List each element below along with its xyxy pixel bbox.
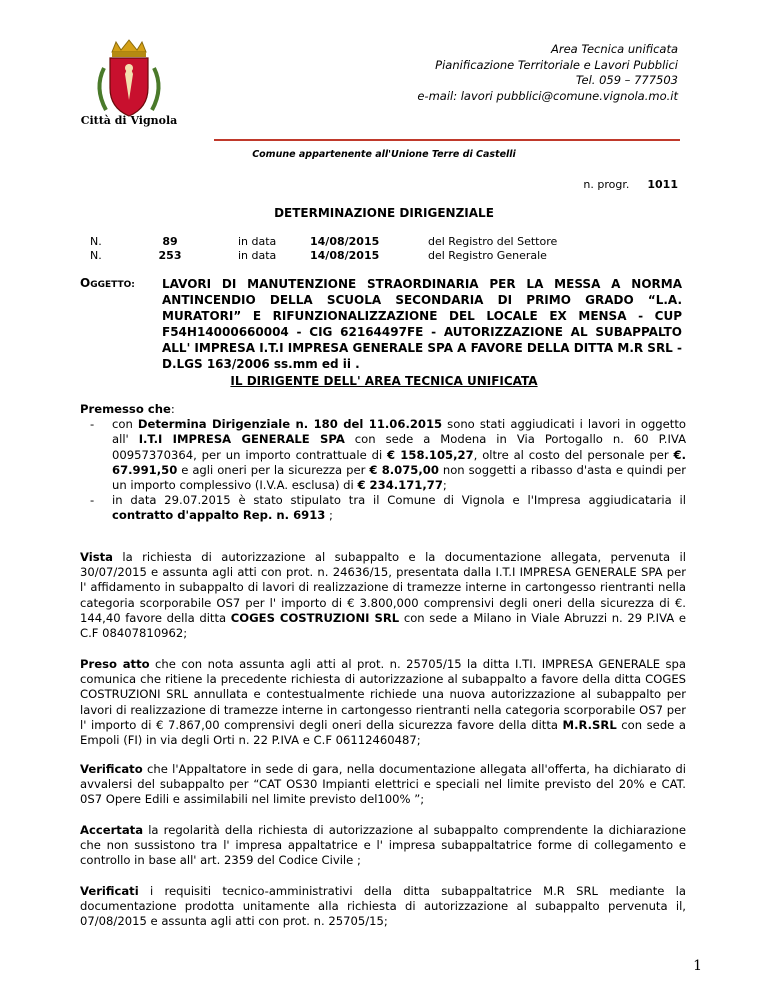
accertata-paragraph: [80, 823, 686, 869]
text-run: COGES COSTRUZIONI SRL: [230, 610, 400, 625]
text-run: contratto d'appalto Rep. n. 6913: [112, 508, 326, 523]
text-run: € 8.075,00: [369, 462, 439, 477]
progressive-number: [583, 178, 678, 191]
paragraph-lead: Vista: [80, 550, 114, 564]
register-number-column: [150, 235, 190, 262]
register-n: N.: [90, 235, 102, 248]
dash-bullet: -: [90, 493, 95, 508]
list-item: [80, 417, 686, 493]
register-indata-column: [238, 235, 276, 262]
vista-paragraph: [80, 550, 686, 641]
page-number: 1: [693, 958, 702, 974]
section-heading-text: IL DIRIGENTE DELL' AREA TECNICA UNIFICATA: [230, 374, 538, 388]
premesso-section: [80, 402, 686, 524]
text-run: che l'Appaltatore in sede di gara, nella documentazione allegata all'offerta, ha dichiarato di avvalersi del subappalto per “CAT OS30 Impianti elettrici e speciali nel limite previsto del 20% e CAT. 0S7 Opere Edili e assimilabili nel limite previsto del100% ”;: [80, 762, 686, 807]
register-n-column: [90, 235, 102, 262]
premesso-heading: Premesso che: [80, 402, 171, 416]
colon: :: [170, 402, 175, 416]
text-run: con sede a Modena in Via Portogallo n. 60 P.IVA 00957370364, per un importo contrattuale di: [112, 432, 687, 462]
office-line: Tel. 059 – 777503: [575, 73, 678, 87]
text-run: I.T.I IMPRESA GENERALE SPA: [138, 432, 345, 447]
text-run: ;: [325, 508, 333, 523]
text-run: sono stati aggiudicati i lavori in oggetto all': [112, 417, 686, 447]
subject-text: LAVORI DI MANUTENZIONE STRAORDINARIA PER LA MESSA A NORMA ANTINCENDIO DELLA SCUOLA SECONDARIA DI PRIMO GRADO “L.A. MURATORI” E RIFUNZIONALIZZAZIONE DEL LOCALE EX MENSA - CUP F54H14000660004 - CIG 62164497FE - AUTORIZZAZIONE AL SUBAPPALTO ALL' IMPRESA I.T.I IMPRESA GENERALE SPA A FAVORE DELLA DITTA M.R SRL -D.LGS 163/2006 ss.mm ed ii .: [162, 277, 682, 371]
comune-line: Comune appartenente all'Unione Terre di Castelli: [252, 149, 516, 160]
register-in-data: in data: [238, 248, 277, 262]
text-run: in data 29.07.2015 è stato stipulato tra il Comune di Vignola e l'Impresa aggiudicataria il: [112, 493, 686, 508]
text-run: Determina Dirigenziale n. 180 del 11.06.2015: [137, 417, 443, 432]
register-number: 89: [162, 235, 178, 248]
office-line: Area Tecnica unificata: [550, 42, 678, 56]
text-run: non soggetti a ribasso d'asta e quindi per un importo complessivo (I.V.A. esclusa) di: [112, 462, 686, 493]
paragraph-lead: Preso atto: [80, 657, 150, 671]
register-desc-column: [428, 235, 557, 262]
text-run: che con nota assunta agli atti al prot. n. 25705/15 la ditta I.TI. IMPRESA GENERALE spa comunica che ritiene la precedente richiesta di autorizzazione al subappalto a favore della ditta COGES COSTRUZIONI SRL annullata e contestualmente richiede una nuova autorizzazione al subappalto per lavori di realizzazione di tramezze interne in cartongesso rientranti nella categoria scorporabile OS7 per l' importo di € 7.867,00 comprensivi degli oneri della sicurezza favore della ditta: [80, 657, 687, 732]
register-date-column: [310, 235, 379, 262]
progr-label: n. progr.: [583, 178, 630, 191]
text-run: con sede a Milano in Viale Abruzzi n. 29 P.IVA e C.F 08407810962;: [80, 610, 686, 641]
text-run: con sede a Empoli (FI) in via degli Orti n. 22 P.IVA e C.F 06112460487;: [80, 717, 686, 748]
section-heading: [0, 374, 768, 388]
dash-bullet: -: [90, 417, 95, 432]
register-desc: del Registro del Settore: [428, 235, 558, 248]
office-email: e-mail: lavori pubblici@comune.vignola.mo.it: [417, 88, 678, 103]
text-run: con: [112, 417, 138, 432]
text-run: M.R.SRL: [562, 717, 617, 732]
text-run: e agli oneri per la sicurezza per: [177, 462, 370, 477]
text-run: la richiesta di autorizzazione al subappalto e la documentazione allegata, pervenuta il 30/07/2015 e assunta agli atti con prot. n. 24636/15, presentata dalla I.T.I IMPRESA GENERALE SPA per l' affidamento in subappalto di lavori di realizzazione di tramezze interne in cartongesso rientranti nella categoria scorporabile OS7 per l' importo di € 3.800,000 comprensivi degli oneri della sicurezza di €. 144,40 favore della ditta: [80, 550, 686, 625]
subject-label-initial: O: [80, 276, 91, 290]
paragraph-lead: Verificato: [80, 762, 143, 776]
subject-label: [80, 276, 135, 290]
paragraph-lead: Accertata: [80, 823, 144, 837]
progr-value: 1011: [647, 178, 678, 191]
city-name: Città di Vignola: [80, 114, 178, 127]
register-desc: del Registro Generale: [428, 248, 547, 262]
subject-label-rest: GGETTO:: [90, 280, 135, 290]
text-run: ;: [442, 478, 447, 493]
text-run: i requisiti tecnico-amministrativi della ditta subappaltatrice M.R SRL mediante la documentazione prodotta unitamente alla richiesta di autorizzazione al subappalto pervenuta il, 07/08/2015 e assunta agli atti con prot. n. 25705/15;: [80, 884, 686, 929]
header-rule: [214, 139, 680, 141]
office-line: Pianificazione Territoriale e Lavori Pubblici: [435, 57, 678, 72]
text-run: €. 67.991,50: [112, 447, 686, 477]
list-item: [80, 493, 686, 523]
office-header: [417, 42, 678, 104]
text-run: , oltre al costo del personale per: [473, 447, 674, 462]
text-run: la regolarità della richiesta di autorizzazione al subappalto comprendente la dichiarazione che non sussistono tra l' impresa appaltatrice e l' impresa subappaltatrice forme di collegamento e controllo in base all' art. 2359 del Codice Civile ;: [80, 823, 686, 868]
verificato-paragraph: [80, 762, 686, 808]
register-date: 14/08/2015: [310, 235, 380, 248]
paragraph-lead: Verificati: [80, 884, 139, 898]
preso-atto-paragraph: [80, 657, 686, 748]
register-in-data: in data: [238, 235, 277, 248]
verificati-paragraph: [80, 884, 686, 930]
register-n: N.: [90, 248, 102, 262]
text-run: € 158.105,27: [387, 447, 474, 462]
document-title: DETERMINAZIONE DIRIGENZIALE: [274, 206, 494, 220]
register-date: 14/08/2015: [310, 248, 380, 262]
text-run: € 234.171,77: [357, 478, 443, 493]
register-number: 253: [158, 248, 182, 262]
